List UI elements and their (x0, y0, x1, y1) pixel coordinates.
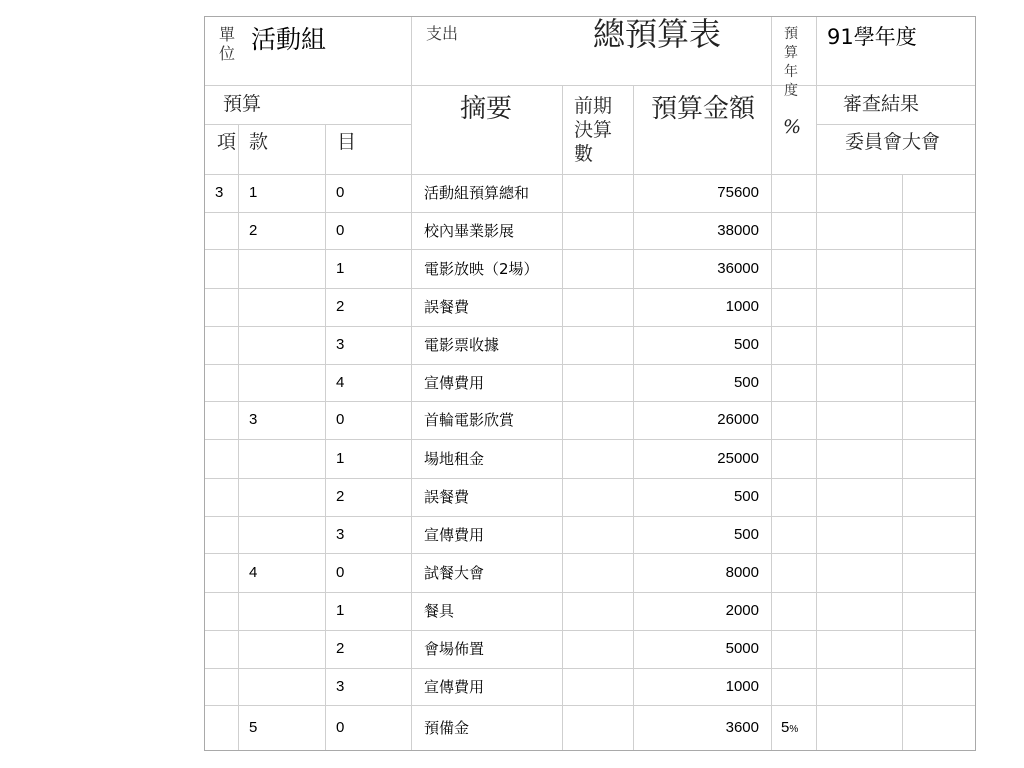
amount-cell: 36000 (717, 260, 759, 277)
grid-line (205, 553, 975, 554)
amount-cell: 3600 (725, 719, 759, 736)
grid-line (562, 85, 563, 750)
amount-cell: 500 (733, 374, 759, 391)
summary-cell: 誤餐費 (424, 488, 470, 506)
summary-cell: 預備金 (424, 719, 470, 737)
summary-cell: 活動組預算總和 (424, 184, 530, 202)
grid-line (205, 174, 975, 175)
summary-cell: 會場佈置 (424, 640, 485, 658)
mu-cell: 2 (336, 488, 345, 505)
grid-line (325, 124, 326, 750)
amount-cell: 75600 (717, 184, 759, 201)
summary-cell: 試餐大會 (424, 564, 485, 582)
grid-line (205, 516, 975, 517)
percent-label: % (783, 116, 802, 138)
grid-line (205, 288, 975, 289)
kuan-cell: 3 (249, 411, 258, 428)
kuan-cell: 1 (249, 184, 258, 201)
summary-cell: 宣傳費用 (424, 526, 485, 544)
mu-cell: 0 (336, 564, 345, 581)
grid-line (205, 364, 975, 365)
grid-line (205, 124, 411, 125)
amount-cell: 1000 (725, 678, 759, 695)
grid-line (205, 439, 975, 440)
amount-cell: 2000 (725, 602, 759, 619)
amount-cell: 500 (733, 336, 759, 353)
prev-settled-label: 前期決算數 (574, 95, 613, 165)
mu-cell: 3 (336, 678, 345, 695)
amount-cell: 8000 (725, 564, 759, 581)
mu-cell: 3 (336, 526, 345, 543)
amount-cell: 500 (733, 488, 759, 505)
mu-cell: 4 (336, 374, 345, 391)
kuan-cell: 4 (249, 564, 258, 581)
budget-label: 預算 (223, 93, 262, 115)
percent-unit: % (789, 724, 799, 735)
kuan-cell: 2 (249, 222, 258, 239)
grid-line (205, 249, 975, 250)
mu-cell: 3 (336, 336, 345, 353)
mu-cell: 0 (336, 719, 345, 736)
mu-cell: 0 (336, 184, 345, 201)
summary-cell: 首輪電影欣賞 (424, 411, 515, 429)
grid-line (205, 630, 975, 631)
kuan-cell: 5 (249, 719, 258, 736)
unit-value: 活動組 (251, 25, 327, 54)
amount-cell: 38000 (717, 222, 759, 239)
amount-cell: 500 (733, 526, 759, 543)
kuan-label: 款 (249, 131, 269, 153)
percent-value: 5 (781, 719, 790, 736)
grid-line (816, 124, 975, 125)
amount-label: 預算金額 (651, 94, 756, 124)
xiang-cell: 3 (215, 184, 224, 201)
mu-cell: 0 (336, 411, 345, 428)
mu-cell: 0 (336, 222, 345, 239)
summary-cell: 誤餐費 (424, 298, 470, 316)
mu-label: 目 (337, 131, 357, 153)
mu-cell: 2 (336, 298, 345, 315)
amount-cell: 5000 (725, 640, 759, 657)
grid-line (902, 174, 903, 750)
grid-line (205, 705, 975, 706)
summary-cell: 宣傳費用 (424, 678, 485, 696)
grid-line (205, 401, 975, 402)
year-value: 91學年度 (827, 25, 917, 49)
year-label: 預算年度 (784, 26, 798, 99)
mu-cell: 1 (336, 260, 345, 277)
summary-cell: 宣傳費用 (424, 374, 485, 392)
committee-label: 委員會大會 (845, 131, 941, 153)
grid-line (771, 17, 772, 750)
summary-cell: 餐具 (424, 602, 455, 620)
summary-cell: 校內畢業影展 (424, 222, 515, 240)
grid-line (238, 124, 239, 750)
xiang-label: 項 (217, 131, 237, 153)
summary-cell: 電影票收據 (424, 336, 500, 354)
summary-cell: 場地租金 (424, 450, 485, 468)
mu-cell: 1 (336, 450, 345, 467)
budget-table (204, 16, 976, 751)
mu-cell: 2 (336, 640, 345, 657)
grid-line (411, 17, 412, 750)
unit-label: 單位 (219, 25, 236, 63)
grid-line (205, 85, 975, 86)
mu-cell: 1 (336, 602, 345, 619)
grid-line (205, 326, 975, 327)
amount-cell: 26000 (717, 411, 759, 428)
grid-line (205, 478, 975, 479)
grid-line (633, 85, 634, 750)
grid-line (816, 17, 817, 750)
page-title: 總預算表 (593, 15, 722, 53)
amount-cell: 25000 (717, 450, 759, 467)
percent-cell (781, 720, 798, 738)
summary-cell: 電影放映（2場） (424, 260, 539, 278)
grid-line (205, 592, 975, 593)
amount-cell: 1000 (725, 298, 759, 315)
review-label: 審查結果 (843, 93, 920, 115)
type-label: 支出 (426, 24, 459, 43)
grid-line (205, 212, 975, 213)
summary-label: 摘要 (460, 94, 513, 124)
grid-line (205, 668, 975, 669)
